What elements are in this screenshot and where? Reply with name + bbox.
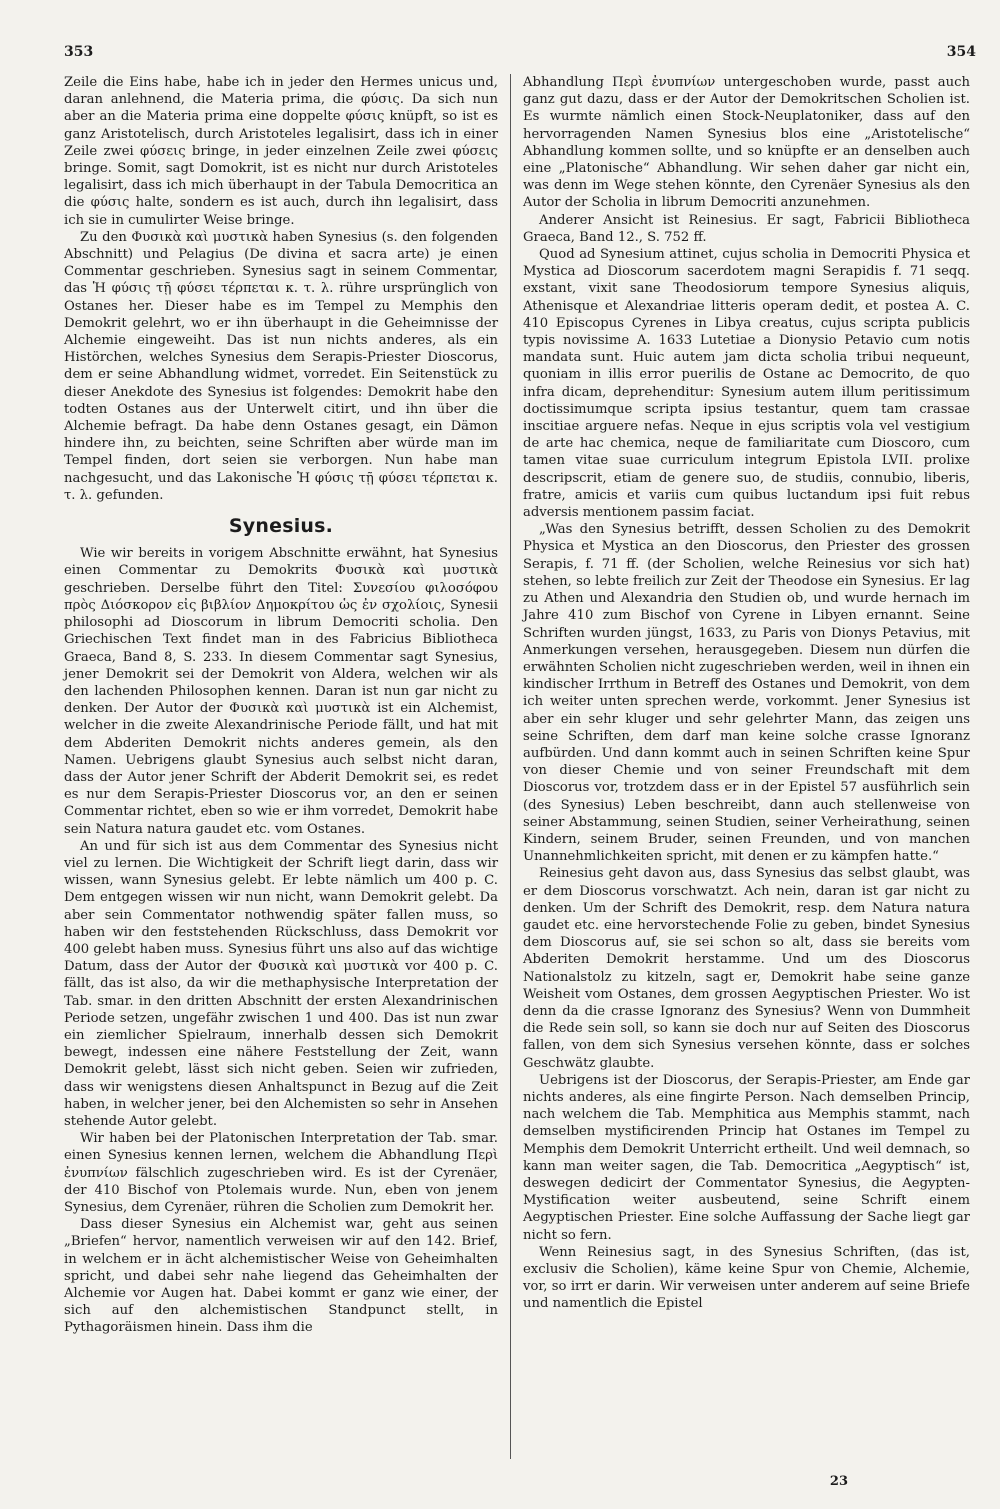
paragraph: Dass dieser Synesius ein Alchemist war, geht aus seinen „Briefen“ hervor, namentlich verweisen wir auf den 142. Brief, in welchem er in ächt alchemistischer Weise von Geheimhalten spricht, und dabei sehr nahe liegend das Geheimhalten der Alchemie vor Augen hat. Dabei kommt er ganz wie einer, der sich auf den alchemistischen Standpunct stellt, in Pythagoräismen hinein. Dass ihm die: [64, 1217, 498, 1336]
page-number-left: 353: [64, 44, 94, 60]
paragraph: An und für sich ist aus dem Commentar des Synesius nicht viel zu lernen. Die Wichtigkeit der Schrift liegt darin, dass wir wissen, wann Synesius gelebt. Er lebte nämlich um 400 p. C. Dem entgegen wissen wir nun nicht, wann Demokrit gelebt. Da aber sein Commentator nothwendig später fallen muss, so haben wir den feststehenden Rückschluss, dass Demokrit vor 400 gelebt haben muss. Synesius führt uns also auf das wichtige Datum, dass der Autor der Φυσικὰ καὶ μυστικὰ vor 400 p. C. fällt, das ist also, da wir die methaphysische Interpretation der Tab. smar. in den dritten Abschnitt der ersten Alexandrinischen Periode setzen, ungefähr zwischen 1 und 400. Das ist nun zwar ein ziemlicher Spielraum, innerhalb dessen sich Demokrit bewegt, indessen eine nähere Feststellung der Zeit, wann Demokrit gelebt, lässt sich nicht geben. Seien wir zufrieden, dass wir wenigstens diesen Anhaltspunct in Bezug auf die Zeit haben, in welcher jener, bei den Alchemisten so sehr in Ansehen stehende Autor gelebt.: [64, 838, 498, 1129]
paragraph: Zu den Φυσικὰ καὶ μυστικὰ haben Synesius (s. den folgenden Abschnitt) und Pelagius (De divina et sacra arte) je einen Commentar geschrieben. Synesius sagt in seinem Commentar, das Ἡ φύσις τῇ φύσει τέρπεται κ. τ. λ. rühre ursprünglich von Ostanes her. Dieser habe es im Tempel zu Memphis den Demokrit gelehrt, wo er ihn überhaupt in die Geheimnisse der Alchemie eingeweiht. Das ist nun nichts anderes, als ein Histörchen, welches Synesius dem Serapis-Priester Dioscorus, dem er seine Abhandlung widmet, vorredet. Ein Seitenstück zu dieser Anekdote des Synesius ist folgendes: Demokrit habe den todten Ostanes aus der Unterwelt citirt, und ihn über die Alchemie befragt. Da habe denn Ostanes gesagt, ein Dämon hindere ihn, zu beichten, seine Schriften aber würde man im Tempel finden, dort seien sie verborgen. Nun habe man nachgesucht, und das Lakonische Ἡ φύσις τῇ φύσει τέρπεται κ. τ. λ. gefunden.: [64, 229, 498, 503]
paragraph: Reinesius geht davon aus, dass Synesius das selbst glaubt, was er dem Dioscorus vorschwatzt. Ach nein, daran ist gar nicht zu denken. Um der Schrift des Demokrit, resp. dem Natura natura gaudet etc. eine hervorstechende Folie zu geben, bindet Synesius dem Dioscorus auf, sie sei schon so alt, dass sie bereits vom Abderiten Demokrit herstamme. Und um des Dioscorus Nationalstolz zu kitzeln, sagt er, Demokrit habe seine ganze Weisheit vom Ostanes, dem grossen Aegyptischen Priester. Wo ist denn da die crasse Ignoranz des Synesius? Wenn von Dummheit die Rede sein soll, so kann sie doch nur auf Seiten des Dioscorus fallen, von dem sich Synesius versehen könnte, dass er solches Geschwätz glaubte.: [523, 866, 970, 1071]
paragraph: „Was den Synesius betrifft, dessen Scholien zu des Demokrit Physica et Mystica an den Dioscorus, den Priester des grossen Serapis, f. 71 ff. (der Scholien, welche Reinesius vor sich hat) stehen, so lebte freilich zur Zeit der Theodose ein Synesius. Er lag zu Athen und Alexandria den Studien ob, und wurde hernach im Jahre 410 zum Bischof von Cyrene in Libyen ernannt. Seine Schriften wurden jüngst, 1633, zu Paris von Dionys Petavius, mit Anmerkungen versehen, herausgegeben. Diesem nun dürfen die erwähnten Scholien nicht zugeschrieben werden, weil in ihnen ein kindischer Irrthum in Betreff des Ostanes und Demokrit, von dem ich weiter unten sprechen werde, vorkommt. Jener Synesius ist aber ein sehr kluger und sehr gelehrter Mann, das zeigen uns seine Schriften, dem darf man keine solche crasse Ignoranz aufbürden. Und dann kommt auch in seinen Schriften keine Spur von dieser Chemie und von seiner Freundschaft mit dem Dioscorus vor, trotzdem dass er in der Epistel 57 ausführlich sein (des Synesius) Leben beschreibt, dann auch stellenweise von seiner Abstammung, seinen Studien, seiner Verheirathung, seinen Kindern, seinem Bruder, seinen Freunden, und von manchen Unannehmlichkeiten spricht, mit denen er zu kämpfen hatte.“: [523, 522, 970, 865]
right-column: [523, 74, 970, 1313]
paragraph: Uebrigens ist der Dioscorus, der Serapis-Priester, am Ende gar nichts anderes, als eine fingirte Person. Nach demselben Princip, nach welchem die Tab. Memphitica aus Memphis stammt, nach demselben mystificirenden Princip hat Ostanes im Tempel zu Memphis dem Demokrit Unterricht ertheilt. Und weil demnach, so kann man weiter sagen, die Tab. Democritica „Aegyptisch“ ist, deswegen dedicirt der Commentator Synesius, die Aegypten-Mystification weiter ausbeutend, seine Schrift einem Aegyptischen Priester. Eine solche Auffassung der Sache liegt gar nicht so fern.: [523, 1072, 970, 1243]
column-divider: [510, 74, 511, 1459]
paragraph: Anderer Ansicht ist Reinesius. Er sagt, Fabricii Bibliotheca Graeca, Band 12., S. 752 ff.: [523, 212, 970, 245]
paragraph: Wir haben bei der Platonischen Interpretation der Tab. smar. einen Synesius kennen lernen, welchem die Abhandlung Περὶ ἐνυπνίων fälschlich zugeschrieben wird. Es ist der Cyrenäer, der 410 Bischof von Ptolemais wurde. Nun, eben von jenem Synesius, dem Cyrenäer, rühren die Scholien zum Demokrit her.: [64, 1131, 498, 1215]
section-heading: Synesius.: [228, 515, 334, 538]
page-number-right: 354: [946, 44, 976, 60]
paragraph: Zeile die Eins habe, habe ich in jeder den Hermes unicus und, daran anlehnend, die Materia prima, die φύσις. Da sich nun aber an die Materia prima eine doppelte φύσις knüpft, so ist es ganz Aristotelisch, durch Aristoteles legalisirt, dass ich in einer Zeile zwei φύσεις bringe, in jeder einzelnen Zeile zwei φύσεις bringe. Somit, sagt Domokrit, ist es nicht nur durch Aristoteles legalisirt, dass ich mich überhaupt in der Tabula Democritica an die φύσις halte, sondern es ist auch, durch ihn legalisirt, dass ich sie in cumulirter Weise bringe.: [64, 75, 498, 228]
paragraph: Wenn Reinesius sagt, in des Synesius Schriften, (das ist, exclusiv die Scholien), käme keine Spur von Chemie, Alchemie, vor, so irrt er darin. Wir verweisen unter anderem auf seine Briefe und namentlich die Epistel: [523, 1244, 970, 1312]
paragraph: Abhandlung Περὶ ἐνυπνίων untergeschoben wurde, passt auch ganz gut dazu, dass er der Autor der Demokritschen Scholien ist. Es wurmte nämlich einen Stock-Neuplatoniker, dass auf den hervorragenden Namen Synesius blos eine „Aristotelische“ Abhandlung kommen sollte, und so knüpfte er an denselben auch eine „Platonische“ Abhandlung. Wir sehen daher gar nicht ein, was denn im Wege stehen könnte, den Cyrenäer Synesius als den Autor der Scholia in librum Democriti anzunehmen.: [523, 75, 970, 211]
signature-mark: 23: [829, 1474, 848, 1489]
paragraph: Quod ad Synesium attinet, cujus scholia in Democriti Physica et Mystica ad Dioscorum sacerdotem magni Serapidis f. 71 seqq. exstant, vixit sane Theodosiorum tempore Synesius aliquis, Athenisque et Alexandriae litteris operam dedit, et postea A. C. 410 Episcopus Cyrenes in Libya creatus, cujus scripta publicis typis novissime A. 1633 Lutetiae a Dionysio Petavio cum notis mandata sunt. Huic autem jam dicta scholia tribui nequeunt, quoniam in illis error puerilis de Ostane ac Democrito, de quo infra dicam, deprehenditur: Synesium autem illum peritissimum doctissimumque scripta ipsius testantur, quem tam crassae inscitiae arguere nefas. Neque in ejus scriptis vola vel vestigium de arte hac chemica, neque de familiaritate cum Dioscoro, cum tamen vitae suae curriculum integrum Epistola LVII. prolixe descripscrit, etiam de genere suo, de studiis, connubio, liberis, fratre, amicis et variis cum quibus luctandum ipsi fuit rebus adversis mentionem passim faciat.: [523, 247, 970, 521]
left-column: [64, 74, 498, 1337]
paragraph: Wie wir bereits in vorigem Abschnitte erwähnt, hat Synesius einen Commentar zu Demokrits Φυσικὰ καὶ μυστικὰ geschrieben. Derselbe führt den Titel: Συνεσίου φιλοσόφου πρὸς Διόσκορον εἰς βιβλίον Δημοκρίτου ὡς ἐν σχολίοις, Synesii philosophi ad Dioscorum in librum Democriti scholia. Den Griechischen Text findet man in des Fabricius Bibliotheca Graeca, Band 8, S. 233. In diesem Commentar sagt Synesius, jener Demokrit sei der Demokrit von Aldera, welchen wir als den lachenden Philosophen kennen. Daran ist nun gar nicht zu denken. Der Autor der Φυσικὰ καὶ μυστικὰ ist ein Alchemist, welcher in die zweite Alexandrinische Periode fällt, und hat mit dem Abderiten Demokrit nichts anderes gemein, als den Namen. Uebrigens glaubt Synesius auch selbst nicht daran, dass der Autor jener Schrift der Abderit Demokrit sei, es redet es nur dem Serapis-Priester Dioscorus vor, an den er seinen Commentar richtet, eben so wie er ihm vorredet, Demokrit habe sein Natura natura gaudet etc. vom Ostanes.: [64, 546, 498, 837]
